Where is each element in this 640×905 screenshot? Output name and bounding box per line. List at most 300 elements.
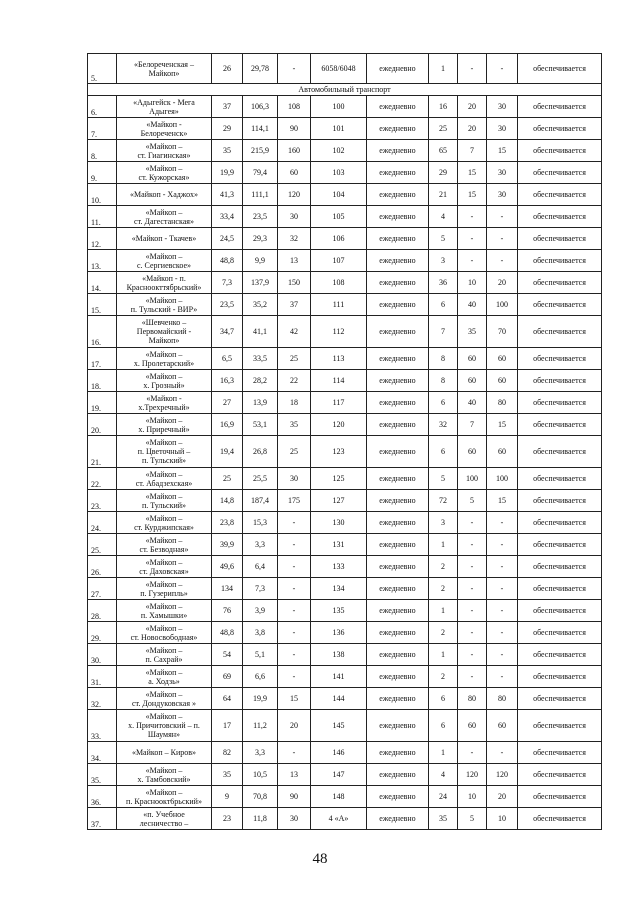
trip-time: 22 <box>278 370 311 392</box>
row-number: 19. <box>88 392 117 414</box>
schedule: ежедневно <box>367 348 429 370</box>
interval-peak: 20 <box>458 96 487 118</box>
table-row <box>88 578 602 600</box>
schedule: ежедневно <box>367 512 429 534</box>
row-number: 13. <box>88 250 117 272</box>
route-name: «Майкоп – х. Пролетарский» <box>117 348 212 370</box>
route-length: 17 <box>212 710 243 742</box>
trips-count: 2 <box>429 666 458 688</box>
route-name: «Белореченская – Майкоп» <box>117 54 212 84</box>
row-number: 31. <box>88 666 117 688</box>
route-name: «Майкоп - п. Красноокттябрьский» <box>117 272 212 294</box>
schedule: ежедневно <box>367 764 429 786</box>
route-length: 6,5 <box>212 348 243 370</box>
route-code: 100 <box>311 96 367 118</box>
interval-peak: 7 <box>458 414 487 436</box>
route-length: 48,8 <box>212 250 243 272</box>
annual-distance: 33,5 <box>243 348 278 370</box>
route-code: 117 <box>311 392 367 414</box>
trips-count: 4 <box>429 764 458 786</box>
table-row <box>88 688 602 710</box>
trip-time: - <box>278 666 311 688</box>
interval-offpeak: 60 <box>487 348 518 370</box>
trips-count: 6 <box>429 392 458 414</box>
trip-time: 120 <box>278 184 311 206</box>
schedule: ежедневно <box>367 468 429 490</box>
interval-peak: 60 <box>458 710 487 742</box>
table-row <box>88 162 602 184</box>
route-name: «Шевченко – Первомайский - Майкоп» <box>117 316 212 348</box>
row-number: 24. <box>88 512 117 534</box>
interval-peak: 60 <box>458 348 487 370</box>
route-code: 138 <box>311 644 367 666</box>
trips-count: 4 <box>429 206 458 228</box>
table-row <box>88 644 602 666</box>
route-code: 105 <box>311 206 367 228</box>
interval-peak: - <box>458 666 487 688</box>
interval-peak: - <box>458 644 487 666</box>
table-row <box>88 436 602 468</box>
interval-peak: 35 <box>458 316 487 348</box>
route-length: 35 <box>212 140 243 162</box>
row-number: 28. <box>88 600 117 622</box>
schedule: ежедневно <box>367 710 429 742</box>
interval-peak: 5 <box>458 808 487 830</box>
table-row <box>88 414 602 436</box>
trip-time: 25 <box>278 348 311 370</box>
interval-peak: - <box>458 578 487 600</box>
route-length: 37 <box>212 96 243 118</box>
trip-time: - <box>278 600 311 622</box>
trips-count: 1 <box>429 600 458 622</box>
route-code: 133 <box>311 556 367 578</box>
table-row <box>88 228 602 250</box>
route-length: 49,6 <box>212 556 243 578</box>
status: обеспечивается <box>518 468 602 490</box>
page-number: 48 <box>312 851 328 867</box>
route-length: 16,9 <box>212 414 243 436</box>
status: обеспечивается <box>518 250 602 272</box>
row-number: 16. <box>88 316 117 348</box>
route-code: 145 <box>311 710 367 742</box>
route-length: 48,8 <box>212 622 243 644</box>
trips-count: 24 <box>429 786 458 808</box>
route-length: 41,3 <box>212 184 243 206</box>
table-row <box>88 808 602 830</box>
table-row <box>88 468 602 490</box>
trip-time: - <box>278 578 311 600</box>
route-code: 148 <box>311 786 367 808</box>
row-number: 34. <box>88 742 117 764</box>
route-code: 131 <box>311 534 367 556</box>
route-code: 112 <box>311 316 367 348</box>
status: обеспечивается <box>518 600 602 622</box>
annual-distance: 53,1 <box>243 414 278 436</box>
route-length: 34,7 <box>212 316 243 348</box>
row-number: 10. <box>88 184 117 206</box>
interval-offpeak: 80 <box>487 392 518 414</box>
route-code: 107 <box>311 250 367 272</box>
interval-offpeak: - <box>487 644 518 666</box>
route-length: 26 <box>212 54 243 84</box>
status: обеспечивается <box>518 294 602 316</box>
route-name: «Майкоп – ст. Гиагинская» <box>117 140 212 162</box>
schedule: ежедневно <box>367 392 429 414</box>
trips-count: 25 <box>429 118 458 140</box>
interval-peak: 10 <box>458 272 487 294</box>
status: обеспечивается <box>518 348 602 370</box>
route-code: 114 <box>311 370 367 392</box>
route-code: 130 <box>311 512 367 534</box>
interval-offpeak: 10 <box>487 808 518 830</box>
route-code: 147 <box>311 764 367 786</box>
route-length: 19,4 <box>212 436 243 468</box>
route-length: 23,8 <box>212 512 243 534</box>
status: обеспечивается <box>518 556 602 578</box>
route-name: «Майкоп - х.Трехречный» <box>117 392 212 414</box>
trip-time: 42 <box>278 316 311 348</box>
status: обеспечивается <box>518 688 602 710</box>
trip-time: - <box>278 54 311 84</box>
route-code: 146 <box>311 742 367 764</box>
schedule: ежедневно <box>367 578 429 600</box>
table-row <box>88 600 602 622</box>
annual-distance: 70,8 <box>243 786 278 808</box>
status: обеспечивается <box>518 370 602 392</box>
interval-peak: - <box>458 54 487 84</box>
route-code: 113 <box>311 348 367 370</box>
route-code: 125 <box>311 468 367 490</box>
status: обеспечивается <box>518 644 602 666</box>
route-length: 14,8 <box>212 490 243 512</box>
status: обеспечивается <box>518 184 602 206</box>
trips-count: 72 <box>429 490 458 512</box>
row-number: 7. <box>88 118 117 140</box>
route-code: 104 <box>311 184 367 206</box>
schedule: ежедневно <box>367 294 429 316</box>
trips-count: 2 <box>429 556 458 578</box>
schedule: ежедневно <box>367 206 429 228</box>
trips-count: 5 <box>429 228 458 250</box>
route-name: «Майкоп – п. Сахрай» <box>117 644 212 666</box>
annual-distance: 3,9 <box>243 600 278 622</box>
interval-peak: 10 <box>458 786 487 808</box>
trips-count: 6 <box>429 436 458 468</box>
table-row <box>88 348 602 370</box>
interval-offpeak: 60 <box>487 710 518 742</box>
row-number: 37. <box>88 808 117 830</box>
trip-time: - <box>278 556 311 578</box>
table-row <box>88 622 602 644</box>
route-length: 29 <box>212 118 243 140</box>
trip-time: 37 <box>278 294 311 316</box>
row-number: 15. <box>88 294 117 316</box>
status: обеспечивается <box>518 786 602 808</box>
schedule: ежедневно <box>367 118 429 140</box>
interval-offpeak: 30 <box>487 96 518 118</box>
interval-offpeak: 120 <box>487 764 518 786</box>
route-name: «Майкоп – х. Причитовский – п. Шаумян» <box>117 710 212 742</box>
schedule: ежедневно <box>367 688 429 710</box>
annual-distance: 114,1 <box>243 118 278 140</box>
trips-count: 1 <box>429 644 458 666</box>
trip-time: 30 <box>278 808 311 830</box>
annual-distance: 19,9 <box>243 688 278 710</box>
schedule: ежедневно <box>367 140 429 162</box>
route-code: 134 <box>311 578 367 600</box>
route-length: 134 <box>212 578 243 600</box>
interval-peak: 120 <box>458 764 487 786</box>
route-table-container <box>87 53 601 830</box>
row-number: 36. <box>88 786 117 808</box>
schedule: ежедневно <box>367 370 429 392</box>
annual-distance: 35,2 <box>243 294 278 316</box>
interval-peak: 15 <box>458 184 487 206</box>
interval-peak: 40 <box>458 294 487 316</box>
table-row <box>88 786 602 808</box>
schedule: ежедневно <box>367 96 429 118</box>
route-name: «Майкоп - Ткачев» <box>117 228 212 250</box>
route-code: 141 <box>311 666 367 688</box>
interval-peak: - <box>458 622 487 644</box>
route-code: 6058/6048 <box>311 54 367 84</box>
table-row <box>88 54 602 84</box>
status: обеспечивается <box>518 666 602 688</box>
trips-count: 32 <box>429 414 458 436</box>
status: обеспечивается <box>518 534 602 556</box>
trip-time: 20 <box>278 710 311 742</box>
annual-distance: 111,1 <box>243 184 278 206</box>
interval-peak: - <box>458 228 487 250</box>
interval-offpeak: 30 <box>487 118 518 140</box>
interval-peak: 80 <box>458 688 487 710</box>
route-name: «Майкоп – ст. Новосвободная» <box>117 622 212 644</box>
trips-count: 1 <box>429 54 458 84</box>
annual-distance: 3,8 <box>243 622 278 644</box>
route-length: 82 <box>212 742 243 764</box>
schedule: ежедневно <box>367 436 429 468</box>
row-number: 8. <box>88 140 117 162</box>
trips-count: 8 <box>429 370 458 392</box>
interval-offpeak: 20 <box>487 272 518 294</box>
table-row <box>88 742 602 764</box>
status: обеспечивается <box>518 162 602 184</box>
annual-distance: 15,3 <box>243 512 278 534</box>
schedule: ежедневно <box>367 316 429 348</box>
table-row <box>88 666 602 688</box>
trips-count: 36 <box>429 272 458 294</box>
table-row <box>88 140 602 162</box>
trip-time: 90 <box>278 118 311 140</box>
route-code: 120 <box>311 414 367 436</box>
row-number: 21. <box>88 436 117 468</box>
annual-distance: 23,5 <box>243 206 278 228</box>
annual-distance: 11,8 <box>243 808 278 830</box>
route-name: «Майкоп – п. Цветочный – п. Тульский» <box>117 436 212 468</box>
status: обеспечивается <box>518 140 602 162</box>
route-length: 33,4 <box>212 206 243 228</box>
annual-distance: 6,6 <box>243 666 278 688</box>
interval-offpeak: 100 <box>487 468 518 490</box>
schedule: ежедневно <box>367 490 429 512</box>
schedule: ежедневно <box>367 414 429 436</box>
row-number: 11. <box>88 206 117 228</box>
trip-time: 150 <box>278 272 311 294</box>
trips-count: 6 <box>429 294 458 316</box>
trip-time: - <box>278 622 311 644</box>
annual-distance: 29,78 <box>243 54 278 84</box>
interval-peak: 7 <box>458 140 487 162</box>
trip-time: 18 <box>278 392 311 414</box>
schedule: ежедневно <box>367 600 429 622</box>
interval-offpeak: - <box>487 206 518 228</box>
schedule: ежедневно <box>367 534 429 556</box>
trips-count: 16 <box>429 96 458 118</box>
row-number: 22. <box>88 468 117 490</box>
trip-time: - <box>278 644 311 666</box>
interval-peak: 40 <box>458 392 487 414</box>
annual-distance: 7,3 <box>243 578 278 600</box>
table-row <box>88 392 602 414</box>
interval-peak: - <box>458 206 487 228</box>
status: обеспечивается <box>518 316 602 348</box>
interval-peak: 60 <box>458 436 487 468</box>
table-row <box>88 184 602 206</box>
route-name: «Майкоп - Белореченск» <box>117 118 212 140</box>
route-name: «п. Учебное лесничество – <box>117 808 212 830</box>
route-length: 16,3 <box>212 370 243 392</box>
schedule: ежедневно <box>367 644 429 666</box>
section-header-row <box>88 84 602 96</box>
route-name: «Майкоп – х. Грозный» <box>117 370 212 392</box>
annual-distance: 25,5 <box>243 468 278 490</box>
table-row <box>88 272 602 294</box>
interval-peak: 5 <box>458 490 487 512</box>
trip-time: 30 <box>278 468 311 490</box>
status: обеспечивается <box>518 436 602 468</box>
table-row <box>88 206 602 228</box>
row-number: 35. <box>88 764 117 786</box>
status: обеспечивается <box>518 206 602 228</box>
interval-peak: 60 <box>458 370 487 392</box>
route-code: 136 <box>311 622 367 644</box>
annual-distance: 28,2 <box>243 370 278 392</box>
route-name: «Майкоп – п. Гузерипль» <box>117 578 212 600</box>
trips-count: 29 <box>429 162 458 184</box>
trip-time: 13 <box>278 764 311 786</box>
table-row <box>88 512 602 534</box>
table-row <box>88 764 602 786</box>
status: обеспечивается <box>518 578 602 600</box>
route-table-body <box>88 54 602 830</box>
table-row <box>88 96 602 118</box>
trip-time: 35 <box>278 414 311 436</box>
interval-offpeak: 20 <box>487 786 518 808</box>
schedule: ежедневно <box>367 162 429 184</box>
route-length: 69 <box>212 666 243 688</box>
trips-count: 8 <box>429 348 458 370</box>
interval-peak: - <box>458 534 487 556</box>
route-code: 108 <box>311 272 367 294</box>
annual-distance: 215,9 <box>243 140 278 162</box>
annual-distance: 29,3 <box>243 228 278 250</box>
row-number: 12. <box>88 228 117 250</box>
route-code: 123 <box>311 436 367 468</box>
schedule: ежедневно <box>367 808 429 830</box>
schedule: ежедневно <box>367 228 429 250</box>
table-row <box>88 490 602 512</box>
status: обеспечивается <box>518 54 602 84</box>
annual-distance: 187,4 <box>243 490 278 512</box>
annual-distance: 3,3 <box>243 742 278 764</box>
annual-distance: 9,9 <box>243 250 278 272</box>
trip-time: 13 <box>278 250 311 272</box>
trip-time: 90 <box>278 786 311 808</box>
route-table <box>87 53 602 830</box>
route-code: 127 <box>311 490 367 512</box>
trip-time: 32 <box>278 228 311 250</box>
status: обеспечивается <box>518 118 602 140</box>
interval-peak: - <box>458 250 487 272</box>
route-name: «Майкоп – а. Ходзь» <box>117 666 212 688</box>
interval-offpeak: 80 <box>487 688 518 710</box>
interval-offpeak: - <box>487 54 518 84</box>
route-code: 144 <box>311 688 367 710</box>
route-name: «Майкоп – х. Приречный» <box>117 414 212 436</box>
status: обеспечивается <box>518 414 602 436</box>
trips-count: 1 <box>429 534 458 556</box>
trips-count: 2 <box>429 622 458 644</box>
trip-time: 15 <box>278 688 311 710</box>
table-row <box>88 556 602 578</box>
trips-count: 35 <box>429 808 458 830</box>
annual-distance: 79,4 <box>243 162 278 184</box>
interval-offpeak: - <box>487 512 518 534</box>
row-number: 14. <box>88 272 117 294</box>
row-number: 30. <box>88 644 117 666</box>
annual-distance: 41,1 <box>243 316 278 348</box>
annual-distance: 106,3 <box>243 96 278 118</box>
trips-count: 7 <box>429 316 458 348</box>
interval-offpeak: 30 <box>487 184 518 206</box>
route-name: «Майкоп – п. Хамышки» <box>117 600 212 622</box>
trips-count: 65 <box>429 140 458 162</box>
table-row <box>88 118 602 140</box>
trips-count: 5 <box>429 468 458 490</box>
interval-offpeak: - <box>487 228 518 250</box>
status: обеспечивается <box>518 490 602 512</box>
status: обеспечивается <box>518 742 602 764</box>
interval-offpeak: 15 <box>487 140 518 162</box>
route-length: 35 <box>212 764 243 786</box>
route-length: 64 <box>212 688 243 710</box>
trip-time: 60 <box>278 162 311 184</box>
row-number: 25. <box>88 534 117 556</box>
trip-time: 30 <box>278 206 311 228</box>
route-name: «Майкоп – п. Красноокт6рьский» <box>117 786 212 808</box>
route-code: 106 <box>311 228 367 250</box>
table-row <box>88 250 602 272</box>
interval-peak: 20 <box>458 118 487 140</box>
annual-distance: 11,2 <box>243 710 278 742</box>
interval-offpeak: - <box>487 666 518 688</box>
interval-peak: 15 <box>458 162 487 184</box>
trip-time: 175 <box>278 490 311 512</box>
trips-count: 21 <box>429 184 458 206</box>
table-row <box>88 370 602 392</box>
row-number: 33. <box>88 710 117 742</box>
interval-peak: - <box>458 512 487 534</box>
